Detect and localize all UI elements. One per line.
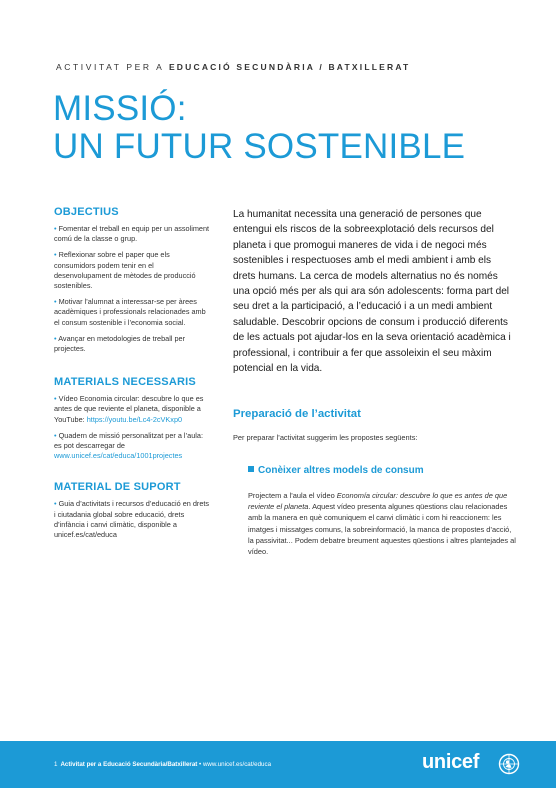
intro-paragraph: La humanitat necessita una generació de persones que entengui els riscos de la sobreexplotació dels recursos del planeta i que promogui maneres de vida i de negoci més sostenibles i respectuoses amb el medi ambient i amb els drets humans. La cerca de models alternatius no és només una opció més per als qui ara són adolescents: forma part del seu dret a la participació, a l’educació i a un medi ambient saludable. Descobrir opcions de consum i producció diferents de les actuals pot ajudar-los en la seva orientació acadèmica i professional, i contribuir a fer que assoleixin el seu màxim potencial en la vida. xyxy=(233,209,511,375)
square-bullet-icon xyxy=(248,466,254,472)
bullet-icon: • xyxy=(54,430,59,440)
activity-kicker xyxy=(56,62,410,72)
unicef-emblem-icon xyxy=(498,753,520,775)
video-title: Economía circular: descubre lo que es antes de que reviente el planeta xyxy=(248,491,508,512)
models-heading: Conèixer altres models de consum xyxy=(248,465,424,476)
bullet-icon: • xyxy=(54,250,59,260)
materials-heading: MATERIALS NECESSARIS xyxy=(54,376,196,389)
objectius-item: • Reflexionar sobre el paper que els consumidors podem tenir en el desenvolupament de mètodes de producció sostenibles. xyxy=(54,250,196,291)
kicker-level: EDUCACIÓ SECUNDÀRIA / BATXILLERAT xyxy=(168,62,411,72)
left-column xyxy=(54,206,212,546)
title-line-2: UN FUTUR SOSTENIBLE xyxy=(53,127,466,166)
objectius-heading: OBJECTIUS xyxy=(54,206,119,218)
kicker-prefix: ACTIVITAT PER A xyxy=(56,62,164,72)
suport-heading: MATERIAL DE SUPORT xyxy=(54,481,181,494)
materials-item: • Quadern de missió personalitzat per a l’aula: es pot descarregar de www.unicef.es/cat/educa/1001projectes xyxy=(54,430,203,461)
objectius-item: • Avançar en metodologies de treball per projectes. xyxy=(54,333,186,354)
page-title xyxy=(53,90,465,166)
logo-wordmark: unicef xyxy=(422,751,480,773)
bullet-icon: • xyxy=(54,499,59,509)
objectius-item: • Fomentar el treball en equip per un assoliment comú de la classe o grup. xyxy=(54,224,210,244)
unicef-logo[interactable] xyxy=(422,751,479,774)
preparacio-text: Per preparar l’activitat suggerim les propostes següents: xyxy=(233,433,418,442)
bullet-icon: • xyxy=(54,297,59,307)
bullet-icon: • xyxy=(54,224,59,233)
footer-bar xyxy=(0,741,556,788)
objectius-item: • Motivar l’alumnat a interessar-se per àrees acadèmiques i professionals relacionades amb el consum sostenible i l’economia social. xyxy=(54,297,206,327)
suport-item: • Guia d’activitats i recursos d’educació en drets i ciutadania global sobre educació, drets d’infància i canvi climàtic, disponible a unicef.es/cat/educa xyxy=(54,499,210,540)
footer-url[interactable]: www.unicef.es/cat/educa xyxy=(202,761,272,768)
models-paragraph: Projectem a l’aula el vídeo Economía circular: descubre lo que es antes de que reviente el planeta. Aquest vídeo presenta algunes qüestions clau relacionades amb la manera en què comuniquem el canvi climàtic i com hi reaccionem: les imatges i missatges comuns, la sobreinformació, la manca de propostes d’acció, la passivitat... Podem debatre breument aquestes qüestions i altres plantejades al vídeo. xyxy=(248,491,516,557)
youtube-link[interactable]: https://youtu.be/Lc4-2cVKxp0 xyxy=(86,414,183,424)
footer-text: 1 Activitat per a Educació Secundària/Batxillerat • www.unicef.es/cat/educa xyxy=(54,761,272,768)
footer-label: Activitat per a Educació Secundària/Batxillerat xyxy=(60,761,198,768)
preparacio-heading: Preparació de l’activitat xyxy=(233,408,361,420)
materials-item: • Vídeo Economia circular: descubre lo que es antes de que reviente el planeta, disponible a YouTube: https://youtu.be/Lc4-2cVKxp0 xyxy=(54,394,204,424)
title-line-1: MISSIÓ: xyxy=(53,89,187,128)
bullet-icon: • xyxy=(54,333,59,343)
projectes-link[interactable]: www.unicef.es/cat/educa/1001projectes xyxy=(54,451,183,461)
bullet-icon: • xyxy=(54,394,59,404)
page-number: 1 xyxy=(54,761,58,768)
